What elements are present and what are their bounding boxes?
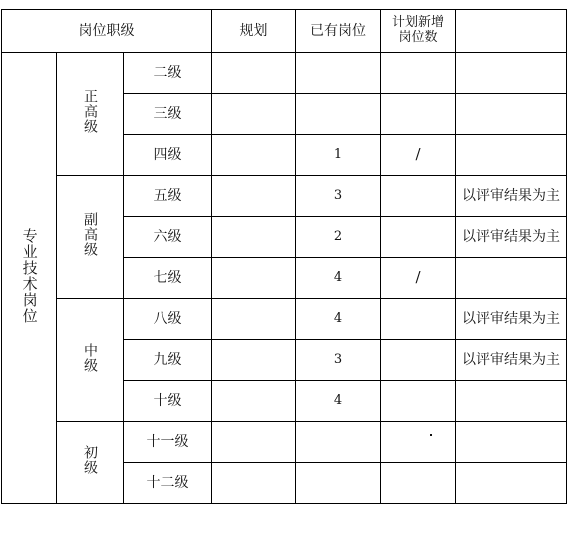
level-cell: 十级 xyxy=(124,381,212,422)
existing-cell xyxy=(296,463,381,504)
group-label: 中级 xyxy=(82,342,99,373)
new-cell: / xyxy=(381,135,456,176)
plan-cell xyxy=(212,217,296,258)
existing-cell xyxy=(296,94,381,135)
note-cell xyxy=(456,463,567,504)
category-label: 专业技术岗位 xyxy=(20,227,39,324)
level-cell: 九级 xyxy=(124,340,212,381)
existing-cell: 4 xyxy=(296,299,381,340)
group-label: 正高级 xyxy=(82,89,99,135)
level-cell: 四级 xyxy=(124,135,212,176)
plan-cell xyxy=(212,176,296,217)
note-cell: 以评审结果为主 xyxy=(456,299,567,340)
existing-cell xyxy=(296,422,381,463)
level-cell: 二级 xyxy=(124,53,212,94)
header-new-planned: 计划新增岗位数 xyxy=(381,10,456,53)
new-cell xyxy=(381,340,456,381)
new-cell: / xyxy=(381,258,456,299)
level-cell: 六级 xyxy=(124,217,212,258)
note-cell xyxy=(456,94,567,135)
existing-cell: 3 xyxy=(296,340,381,381)
plan-cell xyxy=(212,299,296,340)
note-cell: 以评审结果为主 xyxy=(456,217,567,258)
new-cell xyxy=(381,176,456,217)
table-row xyxy=(2,299,567,340)
group-cell xyxy=(57,299,124,422)
level-cell: 七级 xyxy=(124,258,212,299)
note-cell xyxy=(456,258,567,299)
plan-cell xyxy=(212,135,296,176)
level-cell: 三级 xyxy=(124,94,212,135)
note-cell xyxy=(456,381,567,422)
new-cell xyxy=(381,463,456,504)
header-existing: 已有岗位 xyxy=(296,10,381,53)
note-cell xyxy=(456,135,567,176)
level-cell: 五级 xyxy=(124,176,212,217)
position-table xyxy=(1,9,567,504)
new-cell xyxy=(381,381,456,422)
group-label: 初级 xyxy=(82,445,99,476)
stray-dot xyxy=(430,434,432,436)
plan-cell xyxy=(212,94,296,135)
header-row xyxy=(2,10,567,53)
level-cell: 十二级 xyxy=(124,463,212,504)
note-cell: 以评审结果为主 xyxy=(456,340,567,381)
plan-cell xyxy=(212,258,296,299)
existing-cell: 4 xyxy=(296,381,381,422)
header-plan: 规划 xyxy=(212,10,296,53)
plan-cell xyxy=(212,381,296,422)
group-cell xyxy=(57,53,124,176)
new-cell xyxy=(381,217,456,258)
note-cell xyxy=(456,53,567,94)
new-cell xyxy=(381,422,456,463)
note-cell xyxy=(456,422,567,463)
new-cell xyxy=(381,53,456,94)
level-cell: 八级 xyxy=(124,299,212,340)
existing-cell xyxy=(296,53,381,94)
plan-cell xyxy=(212,53,296,94)
table-row xyxy=(2,53,567,94)
plan-cell xyxy=(212,463,296,504)
table-row xyxy=(2,422,567,463)
table-row xyxy=(2,176,567,217)
level-cell: 十一级 xyxy=(124,422,212,463)
existing-cell: 3 xyxy=(296,176,381,217)
plan-cell xyxy=(212,422,296,463)
existing-cell: 1 xyxy=(296,135,381,176)
category-cell xyxy=(2,53,57,504)
group-cell xyxy=(57,422,124,504)
header-note xyxy=(456,10,567,53)
plan-cell xyxy=(212,340,296,381)
new-cell xyxy=(381,299,456,340)
note-cell: 以评审结果为主 xyxy=(456,176,567,217)
existing-cell: 4 xyxy=(296,258,381,299)
group-label: 副高级 xyxy=(82,212,99,258)
header-position-grade: 岗位职级 xyxy=(2,10,212,53)
existing-cell: 2 xyxy=(296,217,381,258)
group-cell xyxy=(57,176,124,299)
new-cell xyxy=(381,94,456,135)
